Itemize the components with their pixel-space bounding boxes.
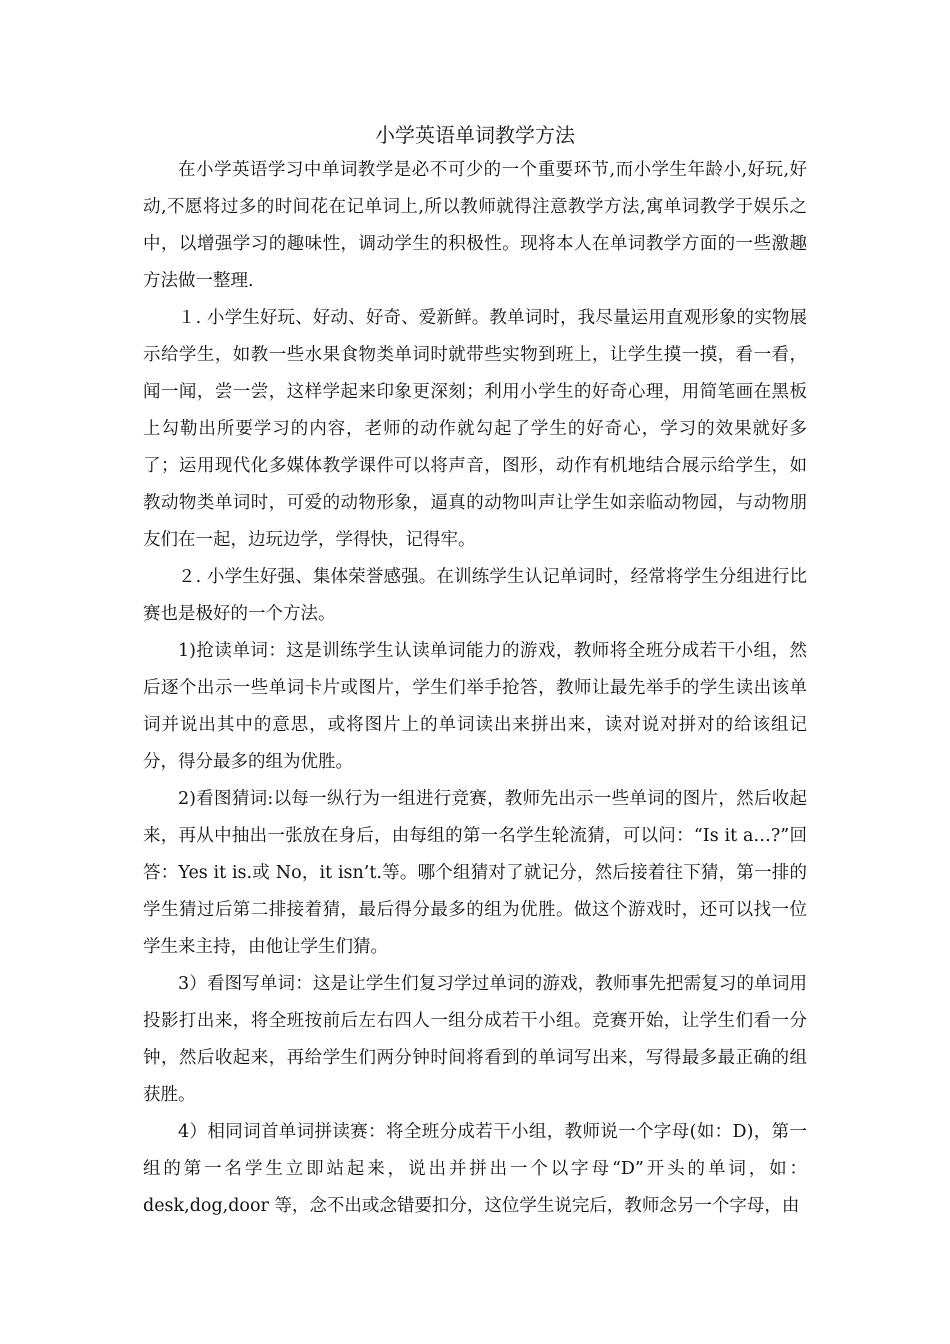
paragraph-game-3: 3）看图写单词：这是让学生们复习学过单词的游戏，教师事先把需复习的单词用投影打出来，将全班按前后左右四人一组分成若干小组。竞赛开始，让学生们看一分钟，然后收起来，再给学生们两分钟时间将看到的单词写出来，写得最多最正确的组获胜。 — [143, 974, 807, 1105]
paragraph-game-2: 2)看图猜词:以每一纵行为一组进行竞赛，教师先出示一些单词的图片，然后收起来，再从中抽出一张放在身后，由每组的第一名学生轮流猜，可以问：“Is it a…?”回答：Yes it is.或 No，it isn’t.等。哪个组猜对了就记分，然后接着往下猜，第一排的学生猜过后第二排接着猜，最后得分最多的组为优胜。做这个游戏时，还可以找一位学生来主持，由他让学生们猜。 — [143, 789, 807, 957]
paragraph-point-1: １. 小学生好玩、好动、好奇、爱新鲜。教单词时，我尽量运用直观形象的实物展示给学生，如教一些水果食物类单词时就带些实物到班上，让学生摸一摸，看一看，闻一闻，尝一尝，这样学起来印象更深刻；利用小学生的好奇心理，用简笔画在黑板上勾勒出所要学习的内容，老师的动作就勾起了学生的好奇心，学习的效果就好多了；运用现代化多媒体教学课件可以将声音，图形，动作有机地结合展示给学生，如教动物类单词时，可爱的动物形象，逼真的动物叫声让学生如亲临动物园，与动物朋友们在一起，边玩边学，学得快，记得牢。 — [143, 308, 807, 550]
paragraph-intro: 在小学英语学习中单词教学是必不可少的一个重要环节,而小学生年龄小,好玩,好动,不愿将过多的时间花在记单词上,所以教师就得注意教学方法,寓单词教学于娱乐之中，以增强学习的趣味性，调动学生的积极性。现将本人在单词教学方面的一些激趣方法做一整理. — [143, 160, 807, 291]
paragraph-point-2: ２. 小学生好强、集体荣誉感强。在训练学生认记单词时，经常将学生分组进行比赛也是极好的一个方法。 — [143, 567, 807, 624]
paragraph-game-4: 4）相同词首单词拼读赛：将全班分成若干小组，教师说一个字母(如：D)，第一组的第一名学生立即站起来，说出并拼出一个以字母“D”开头的单词，如：desk,dog,door 等，念不出或念错要扣分，这位学生说完后，教师念另一个字母，由 — [143, 1122, 807, 1216]
document-title: 小学英语单词教学方法 — [375, 123, 575, 147]
paragraph-game-1: 1)抢读单词：这是训练学生认读单词能力的游戏，教师将全班分成若干小组，然后逐个出示一些单词卡片或图片，学生们举手抢答，教师让最先举手的学生读出该单词并说出其中的意思，或将图片上的单词读出来拼出来，读对说对拼对的给该组记分，得分最多的组为优胜。 — [143, 641, 807, 772]
document-page — [143, 118, 807, 1225]
